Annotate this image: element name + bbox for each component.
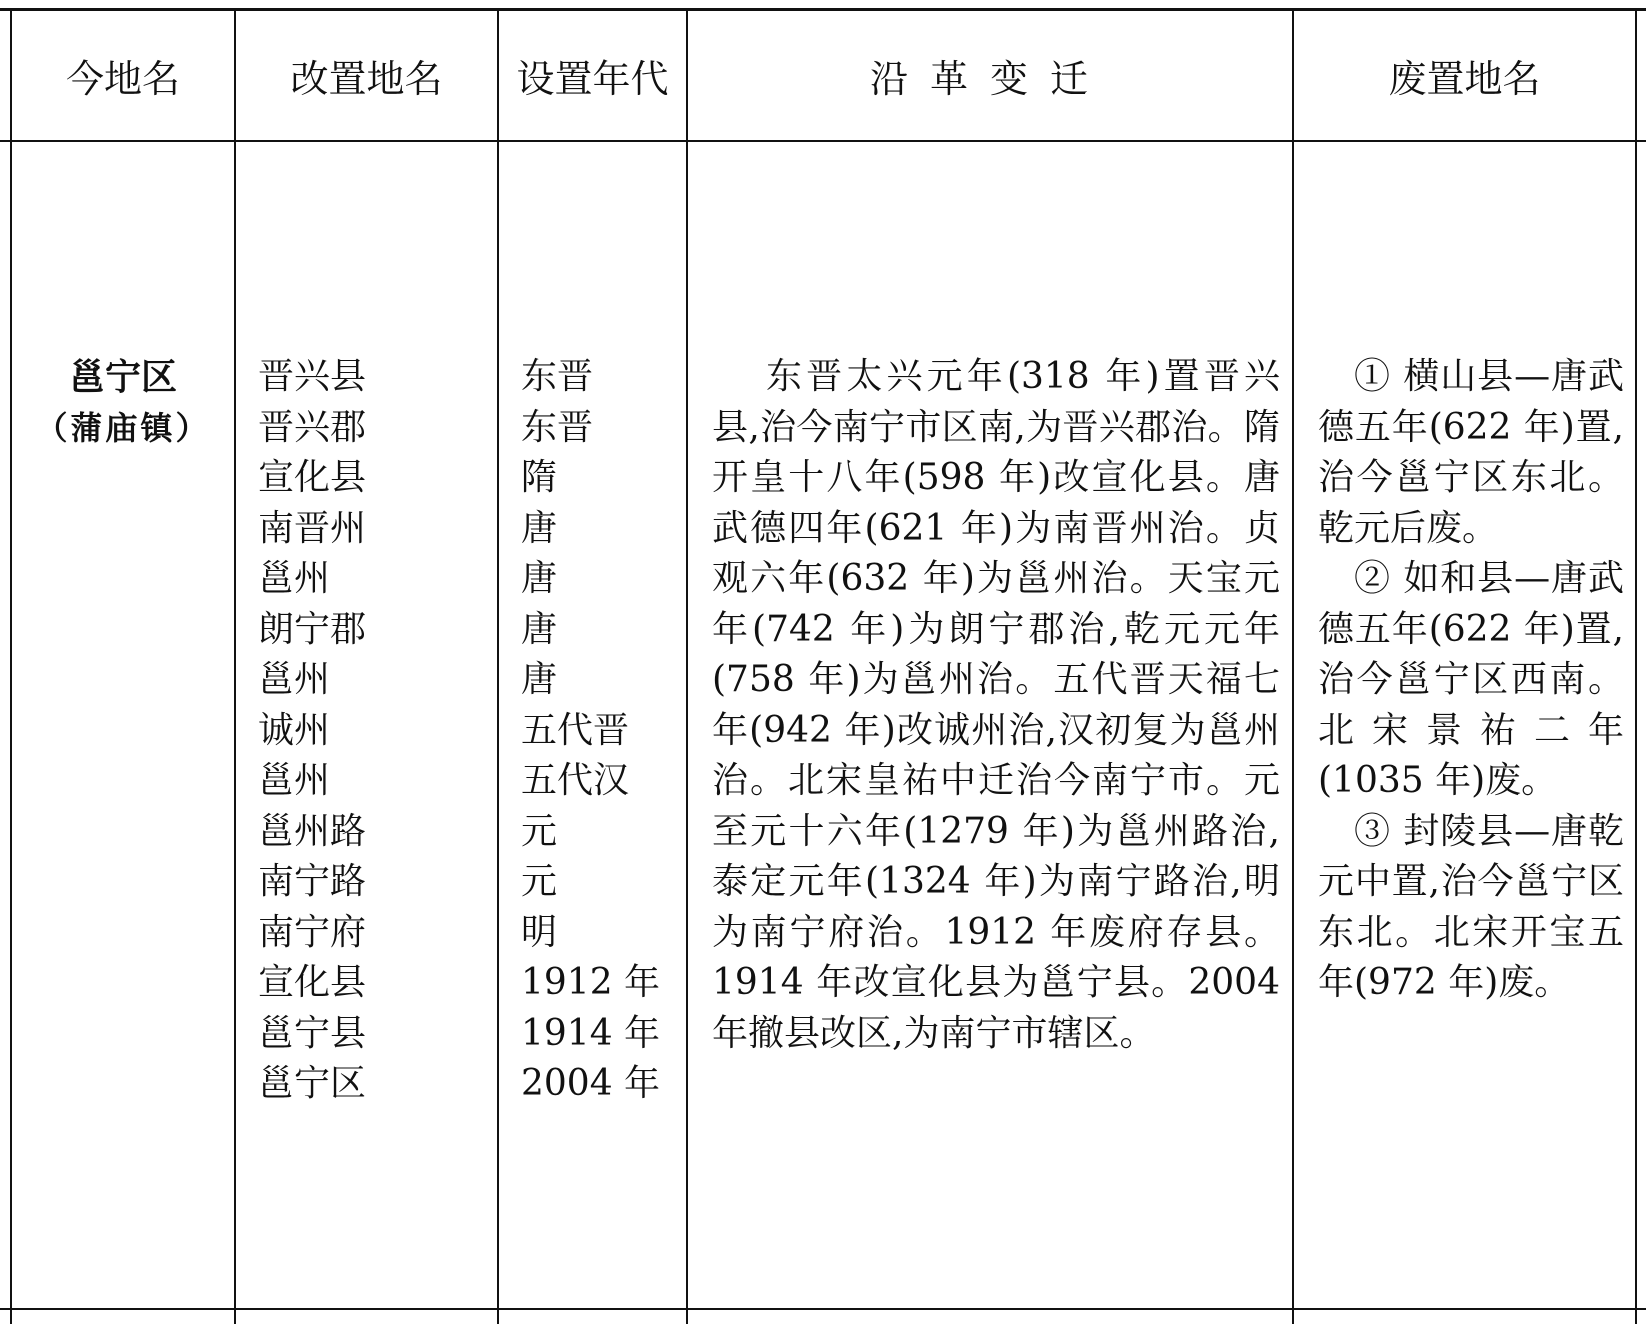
header-changed-name: 改置地名 — [290, 57, 443, 101]
era-item: 1914 年 — [521, 1012, 661, 1054]
abolished-entry: ① 横山县—唐武德五年(622 年)置,治今邕宁区东北。乾元后废。 — [1318, 356, 1624, 549]
column-rule — [497, 8, 499, 1324]
changed-name-item: 宣化县 — [258, 457, 367, 498]
changed-name-item: 南晋州 — [258, 507, 367, 549]
era-item: 五代晋 — [521, 709, 630, 751]
changed-name-item: 邕宁区 — [258, 1063, 367, 1104]
current-name-note: （蒲庙镇） — [35, 408, 211, 447]
era-item: 2004 年 — [521, 1063, 661, 1104]
changed-name-item: 邕宁县 — [258, 1012, 367, 1054]
changed-name-item: 南宁路 — [258, 861, 367, 902]
era-item: 五代汉 — [521, 760, 630, 801]
column-rule — [234, 8, 236, 1324]
header-evolution: 沿革变迁 — [869, 57, 1110, 101]
changed-name-item: 邕州 — [258, 558, 331, 599]
changed-name-item: 晋兴郡 — [258, 406, 367, 448]
changed-name-item: 南宁府 — [258, 911, 367, 953]
era-item: 明 — [521, 911, 558, 953]
era-item: 唐 — [521, 659, 558, 700]
changed-name-item: 宣化县 — [258, 962, 367, 1003]
changed-name-item: 邕州 — [258, 659, 331, 700]
header-established-era: 设置年代 — [516, 57, 669, 101]
era-item: 唐 — [521, 507, 558, 549]
era-item: 东晋 — [521, 406, 594, 448]
changed-name-item: 邕州 — [258, 760, 331, 801]
column-rule — [686, 8, 688, 1324]
column-rule — [1292, 8, 1294, 1324]
column-rule — [10, 8, 12, 1324]
abolished-entry: ③ 封陵县—唐乾元中置,治今邕宁区东北。北宋开宝五年(972 年)废。 — [1318, 810, 1624, 1003]
header-current-name: 今地名 — [65, 57, 180, 101]
abolished-name-list — [1318, 352, 1624, 1009]
current-name-cell — [12, 352, 234, 453]
era-item: 元 — [521, 861, 558, 902]
column-rule — [1635, 8, 1637, 1324]
era-item: 唐 — [521, 608, 558, 650]
era-list — [521, 352, 686, 1110]
table-bottom-rule — [0, 1308, 1646, 1310]
header-bottom-rule — [0, 140, 1646, 142]
evolution-cell — [712, 352, 1280, 1059]
era-item: 隋 — [521, 457, 558, 498]
changed-name-list — [258, 352, 497, 1110]
era-item: 东晋 — [521, 356, 594, 397]
era-item: 1912 年 — [521, 962, 661, 1003]
evolution-text: 东晋太兴元年(318 年)置晋兴县,治今南宁市区南,为晋兴郡治。隋开皇十八年(598 年)改宣化县。唐武德四年(621 年)为南晋州治。贞观六年(632 年)为邕州治。天宝元年(742 年)为朗宁郡治,乾元元年(758 年)为邕州治。五代晋天福七年(942 年)改诚州治,汉初复为邕州治。北宋皇祐中迁治今南宁市。元至元十六年(1279 年)为邕州路治,泰定元年(1324 年)为南宁路治,明为南宁府治。1912 年废府存县。1914 年改宣化县为邕宁县。2004 年撤县改区,为南宁市辖区。 — [712, 356, 1280, 1054]
changed-name-item: 晋兴县 — [258, 356, 367, 397]
changed-name-item: 诚州 — [258, 709, 331, 751]
changed-name-item: 朗宁郡 — [258, 608, 367, 650]
era-item: 元 — [521, 810, 558, 852]
era-item: 唐 — [521, 558, 558, 599]
header-abolished-name: 废置地名 — [1388, 57, 1541, 101]
current-name: 邕宁区 — [68, 356, 177, 398]
changed-name-item: 邕州路 — [258, 810, 367, 852]
abolished-entry: ② 如和县—唐武德五年(622 年)置,治今邕宁区西南。北宋景祐二年(1035 年)废。 — [1318, 558, 1624, 801]
